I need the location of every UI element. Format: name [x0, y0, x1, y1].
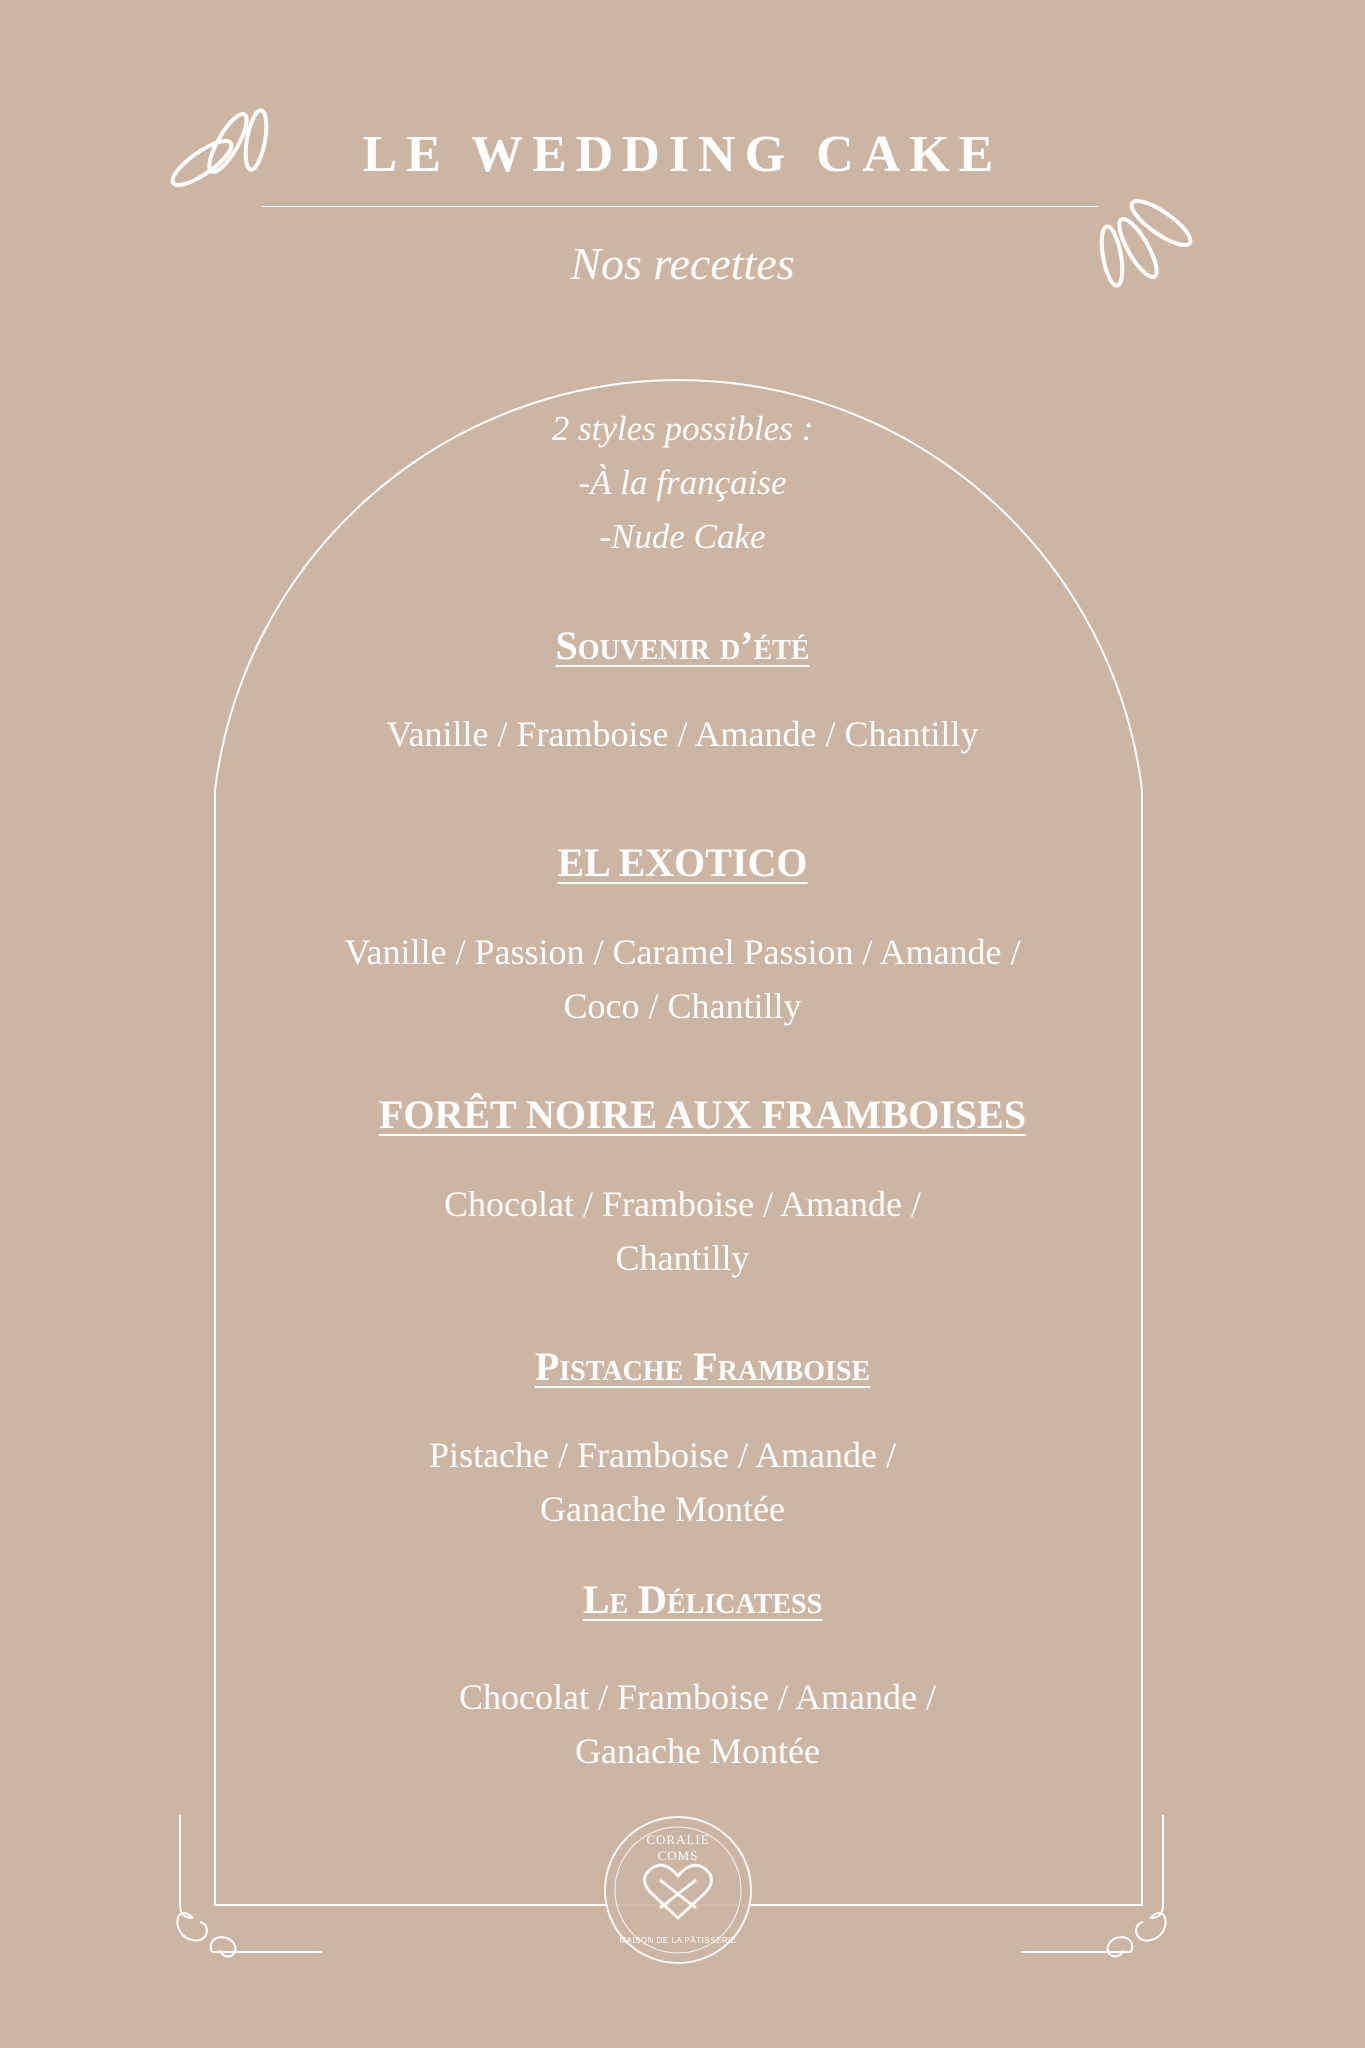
style-item-francaise: -À la française	[578, 463, 787, 502]
corner-ornament-left	[177, 1815, 322, 1956]
recipe-ingredients: Vanille / Framboise / Amande / Chantilly	[386, 714, 979, 754]
recipe-ingredients	[15, 1670, 1365, 1778]
recipe-ingredients	[0, 1428, 1345, 1536]
recipe-title: Le Délicatess	[582, 1577, 823, 1622]
ingredients-line: Chocolat / Framboise / Amande /	[444, 1184, 921, 1224]
logo-name: CORALIE COMS	[646, 1832, 710, 1863]
recipe-title: Souvenir d’été	[555, 623, 810, 668]
ingredients-line: Pistache / Framboise / Amande /	[429, 1435, 896, 1475]
ingredients-line: Coco / Chantilly	[563, 986, 802, 1026]
recipe-title: EL EXOTICO	[557, 840, 808, 885]
corner-ornament-right	[1021, 1815, 1166, 1956]
recipe-title: FORÊT NOIRE AUX FRAMBOISES	[378, 1092, 1027, 1137]
logo-tagline: MAISON DE LA PÂTISSERIE	[619, 1936, 737, 1945]
ingredients-line: Ganache Montée	[575, 1731, 820, 1771]
recipe-ingredients	[0, 1177, 1365, 1285]
recipe-title: Pistache Framboise	[534, 1344, 871, 1389]
styles-heading: 2 styles possibles :	[551, 409, 814, 448]
recipe-ingredients	[0, 925, 1365, 1033]
ingredients-line: Chocolat / Framboise / Amande /	[459, 1677, 936, 1717]
ingredients-line: Ganache Montée	[540, 1489, 785, 1529]
page-subtitle: Nos recettes	[570, 238, 795, 289]
title-divider	[262, 206, 1098, 207]
ingredients-line: Chantilly	[615, 1238, 750, 1278]
ingredients-line: Vanille / Passion / Caramel Passion / Amande /	[344, 932, 1021, 972]
style-item-nude: -Nude Cake	[599, 517, 766, 556]
page-title: LE WEDDING CAKE	[362, 126, 1003, 183]
styles-list	[0, 402, 1365, 564]
